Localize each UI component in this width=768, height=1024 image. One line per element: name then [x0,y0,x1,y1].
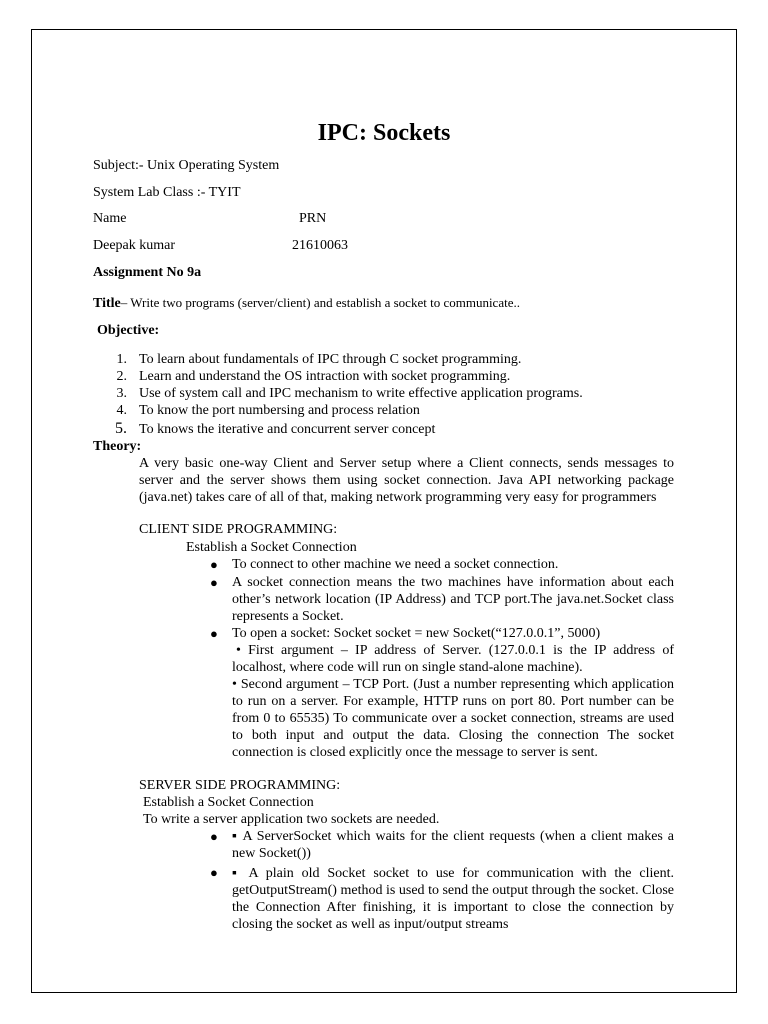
objective-item: To knows the iterative and concurrent server concept [139,422,436,437]
title-line [93,294,520,312]
objective-item: To learn about fundamentals of IPC through C socket programming. [139,352,522,367]
bullet-icon: ● [210,575,218,590]
theory-intro: A very basic one-way Client and Server setup where a Client connects, sends messages to server and the server shows them using socket connection. Java API networking package (java.net) takes care of all of that, making network programming very easy for programmers [139,456,674,505]
client-heading: CLIENT SIDE PROGRAMMING: [139,522,338,537]
objective-heading: Objective: [97,323,160,338]
bullet-icon: ● [210,626,218,641]
objective-item: Learn and understand the OS intraction with socket programming. [139,369,511,384]
client-bullet: A socket connection means the two machines have information about each other’s network location (IP Address) and TCP port.The java.net.Socket class represents a Socket. [232,575,674,624]
client-bullet: To open a socket: Socket socket = new Socket(“127.0.0.1”, 5000) [232,626,601,641]
name-value: Deepak kumar [93,238,176,253]
objective-item: Use of system call and IPC mechanism to write effective application programs. [139,386,583,401]
bullet-icon: ● [210,865,218,880]
bullet-icon: ● [210,557,218,572]
server-bullet: ▪ A ServerSocket which waits for the client requests (when a client makes a new Socket()) [232,829,674,861]
objective-num: 2. [116,369,127,384]
lab-class-line: System Lab Class :- TYIT [93,185,241,200]
bullet-icon: ● [210,829,218,844]
server-heading: SERVER SIDE PROGRAMMING: [139,778,341,793]
client-arg1: • First argument – IP address of Server. (127.0.0.1 is the IP address of localhost, where code will run on single stand-alone machine). [232,643,674,675]
server-subheading: Establish a Socket Connection [143,795,314,810]
server-bullet: ▪ A plain old Socket socket to use for communication with the client. getOutputStream() method is used to send the output through the socket. Close the Connection After finishing, it is important to close the connection by closing the socket as well as input/output streams [232,866,674,932]
objective-num: 5. [115,420,127,437]
objective-item: To know the port numbersing and process relation [139,403,420,418]
page-title: IPC: Sockets [317,120,451,146]
server-intro: To write a server application two sockets are needed. [143,812,440,827]
objective-num: 4. [116,403,127,418]
objective-num: 3. [116,386,127,401]
theory-heading: Theory: [93,439,142,454]
prn-label: PRN [299,211,327,226]
assignment-heading: Assignment No 9a [93,265,202,280]
title-label: Title [93,296,121,311]
name-label: Name [93,211,127,226]
client-subheading: Establish a Socket Connection [186,540,357,555]
client-arg2: • Second argument – TCP Port. (Just a number representing which application to run on a server. For example, HTTP runs on port 80. Port number can be from 0 to 65535) To communicate over a socket connection, streams are used to both input and output the data. Closing the connection The socket connection is closed explicitly once the message to server is sent. [232,677,674,760]
subject-line: Subject:- Unix Operating System [93,158,280,173]
title-text: – Write two programs (server/client) and establish a socket to communicate.. [120,295,520,310]
objective-num: 1. [116,352,127,367]
prn-value: 21610063 [292,238,348,253]
client-bullet: To connect to other machine we need a socket connection. [232,557,559,572]
